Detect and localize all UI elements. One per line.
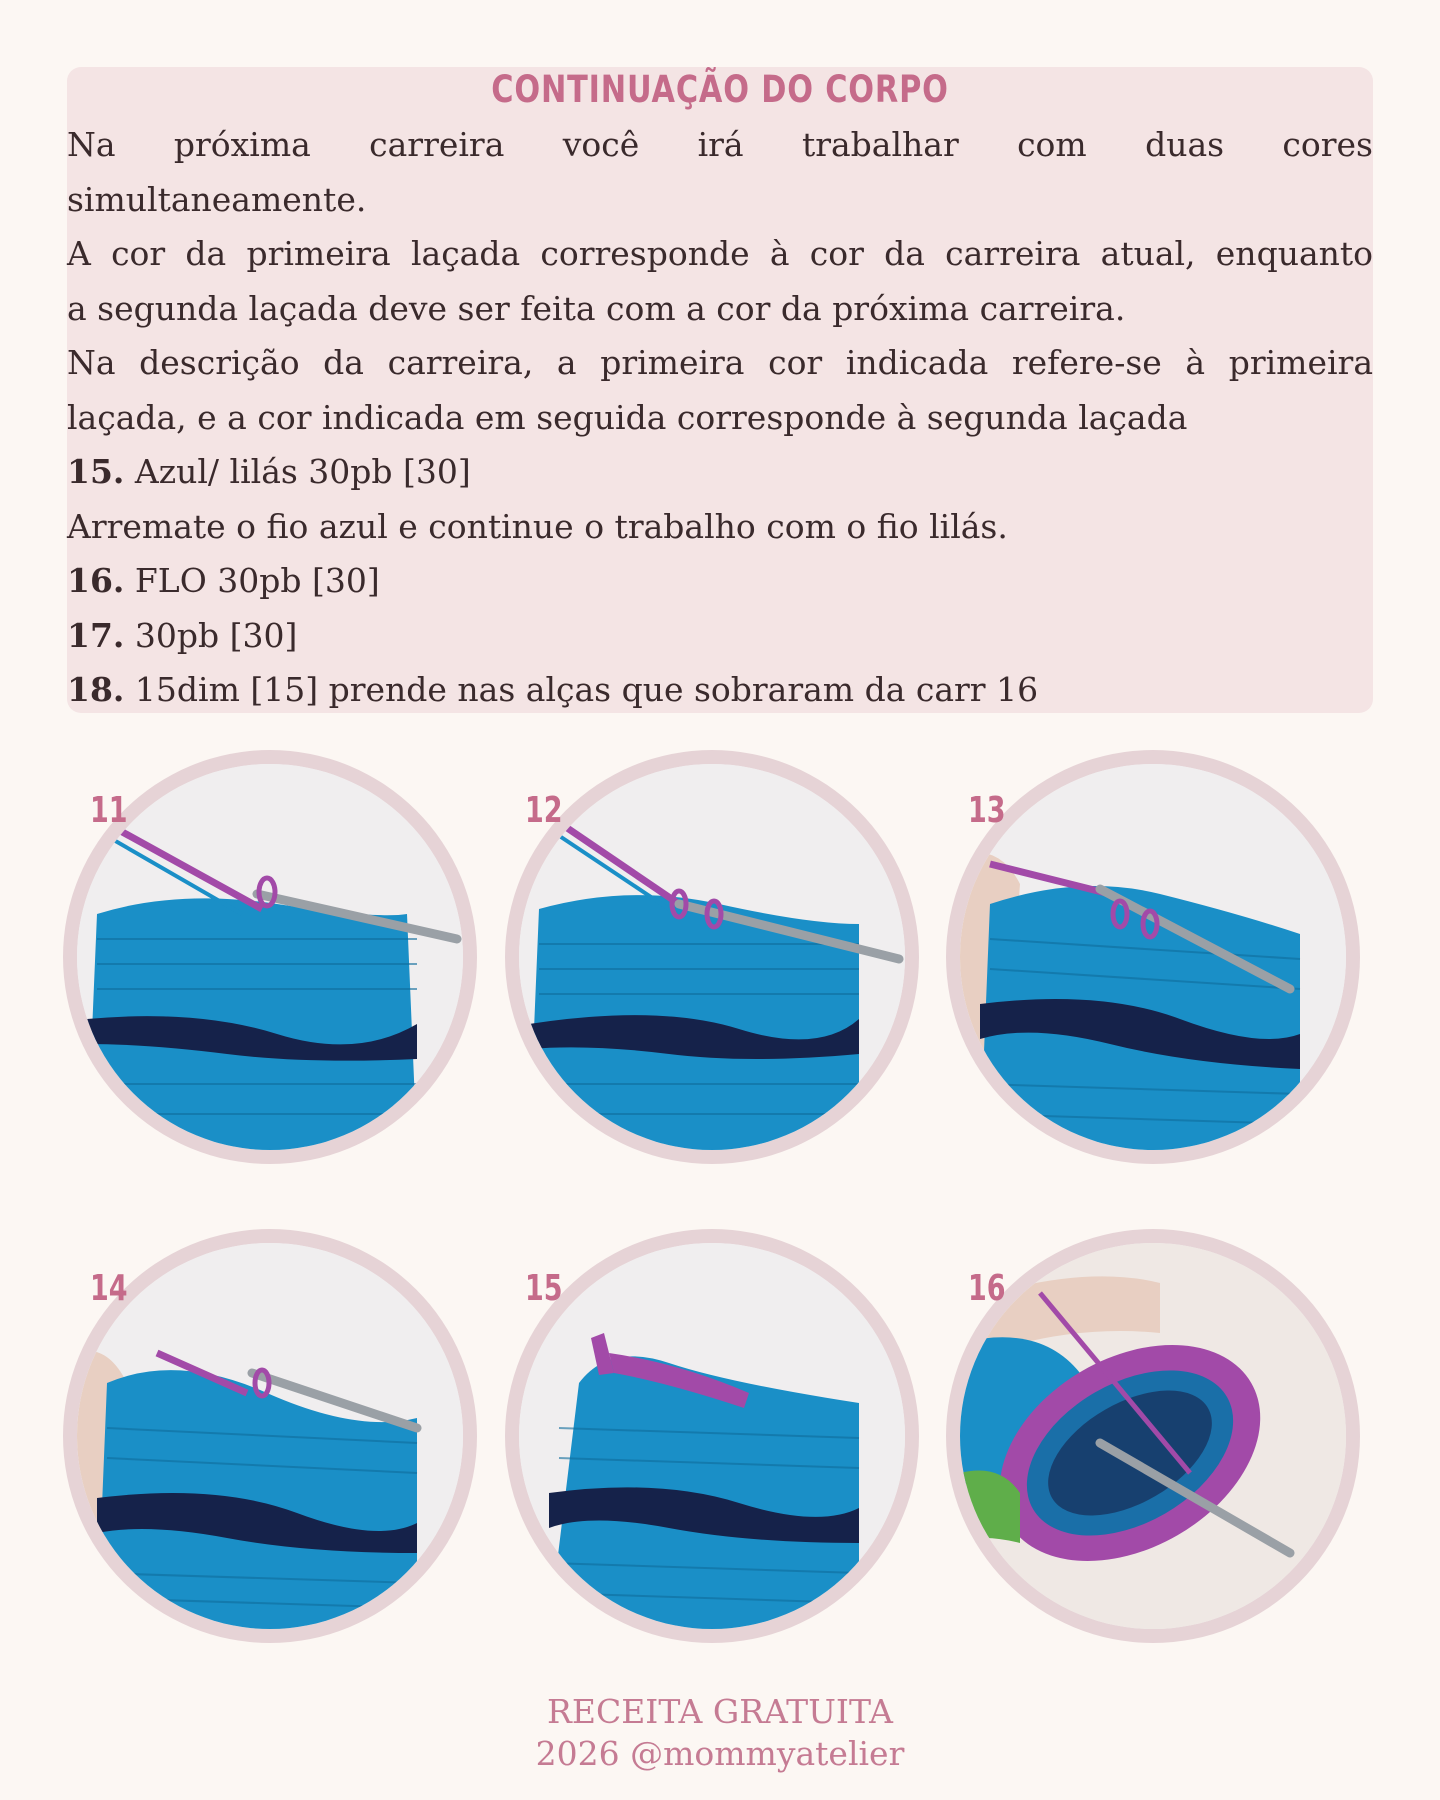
row-number: 18. xyxy=(67,670,125,709)
step-photo-13 xyxy=(946,750,1360,1164)
paragraph-line: simultaneamente. xyxy=(67,179,367,219)
row-instruction xyxy=(67,500,1373,555)
paragraph-line: laçada, e a cor indicada em seguida corresponde à segunda laçada xyxy=(67,397,1188,437)
row-instruction xyxy=(67,445,1373,500)
row-instruction xyxy=(67,609,1373,664)
row-number: 17. xyxy=(67,615,125,655)
row-text: FLO 30pb [30] xyxy=(124,561,380,600)
step-number: 16 xyxy=(968,1268,1006,1309)
photo-crochet-step xyxy=(519,764,905,1150)
row-text: 30pb [30] xyxy=(124,615,298,655)
photo-crochet-step xyxy=(77,1243,463,1629)
paragraph-line: A cor da primeira laçada corresponde à cor da carreira atual, enquanto xyxy=(67,234,1373,273)
step-number: 12 xyxy=(525,790,563,831)
row-instruction xyxy=(67,663,1373,718)
step-photo-15 xyxy=(505,1229,919,1643)
row-text: Arremate o fio azul e continue o trabalho com o fio lilás. xyxy=(67,506,1008,546)
footer-line-2: 2026 @mommyatelier xyxy=(535,1734,905,1773)
footer-line-1: RECEITA GRATUITA xyxy=(547,1692,893,1731)
instructions-text xyxy=(67,118,1373,718)
photo-crochet-step xyxy=(960,764,1346,1150)
row-text: 15dim [15] prende nas alças que sobraram da carr 16 xyxy=(124,670,1039,709)
photo-crochet-step xyxy=(519,1243,905,1629)
row-instruction xyxy=(67,554,1373,609)
step-number: 15 xyxy=(525,1268,563,1309)
row-number: 16. xyxy=(67,561,125,600)
paragraph-line: Na descrição da carreira, a primeira cor indicada refere-se à primeira xyxy=(67,343,1373,382)
photo-crochet-step xyxy=(77,764,463,1150)
step-number: 11 xyxy=(90,790,128,831)
photo-crochet-step xyxy=(960,1243,1346,1629)
step-photo-12 xyxy=(505,750,919,1164)
step-number: 14 xyxy=(90,1268,128,1309)
step-number: 13 xyxy=(968,790,1006,831)
row-number: 15. xyxy=(67,452,125,491)
section-title: CONTINUAÇÃO DO CORPO xyxy=(491,68,949,111)
paragraph-line: a segunda laçada deve ser feita com a cor da próxima carreira. xyxy=(67,288,1126,328)
row-text: Azul/ lilás 30pb [30] xyxy=(124,452,471,491)
paragraph-line: Na próxima carreira você irá trabalhar com duas cores xyxy=(67,125,1373,164)
step-photo-16 xyxy=(946,1229,1360,1643)
